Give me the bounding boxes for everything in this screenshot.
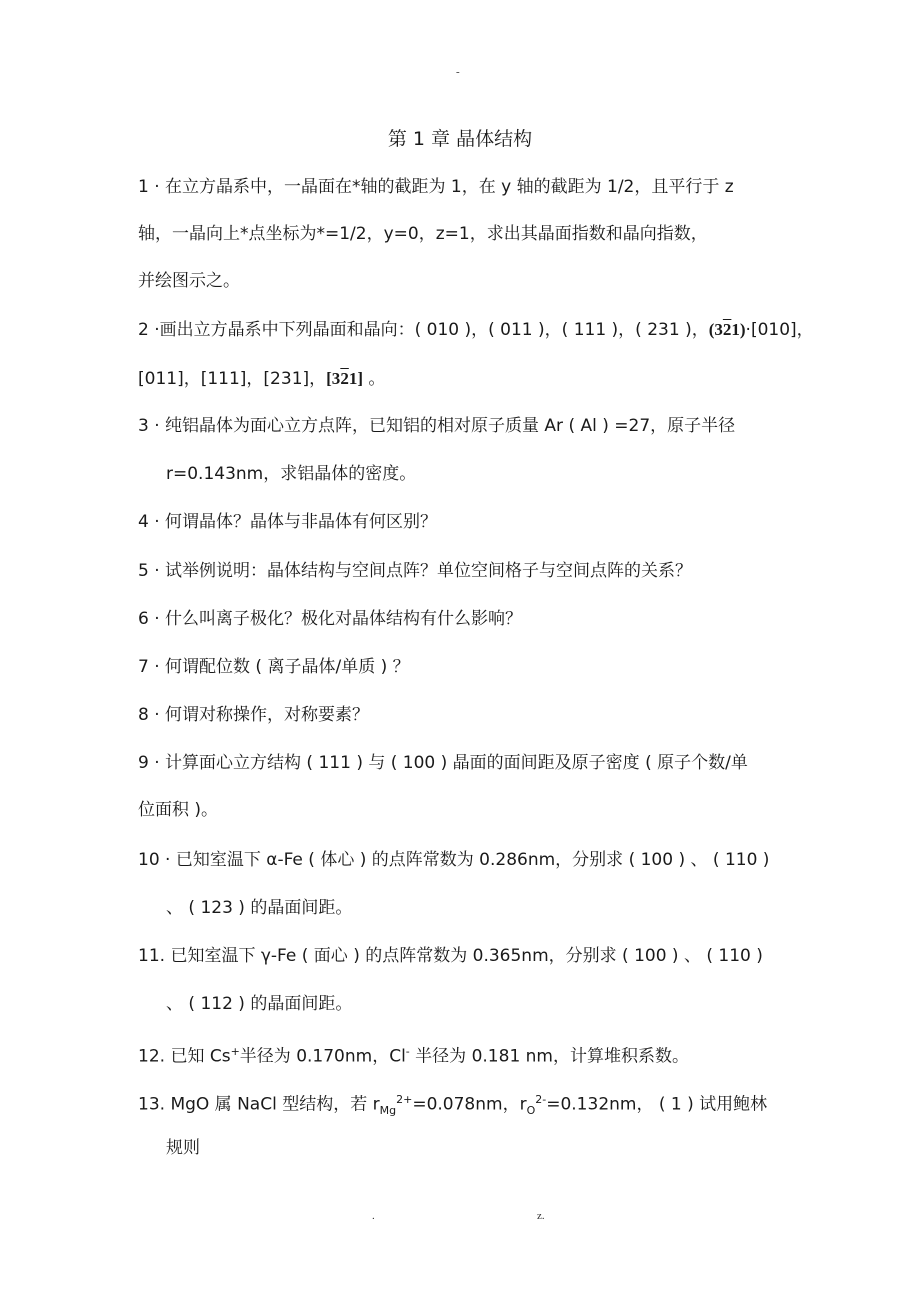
question-13-line-1: 13. MgO 属 NaCl 型结构，若 $r_{Mg}^{2+}=0.078nm$，$r_O^{2-}=0.132nm$， ( 1 ) 试用鲍林 xyxy=(138,1093,768,1118)
question-3-line-2: r=0.143nm，求铝晶体的密度。 xyxy=(166,464,417,484)
question-3-line-1: 3 · 纯铝晶体为面心立方点阵，已知铝的相对原子质量 Ar ( Al ) =27，原子半径 xyxy=(138,416,736,436)
question-10-line-1: 10 · 已知室温下 α-Fe ( 体心 ) 的点阵常数为 0.286nm，分别求 ( 100 ) 、 ( 110 ) xyxy=(138,850,770,870)
question-9-line-2: 位面积 )。 xyxy=(138,800,219,820)
miller-direction-3-bar2-1: [321] xyxy=(326,369,363,388)
question-11-line-1: 11. 已知室温下 γ-Fe ( 面心 ) 的点阵常数为 0.365nm，分别求 ( 100 ) 、 ( 110 ) xyxy=(138,946,763,966)
question-11-line-2: 、 ( 112 ) 的晶面间距。 xyxy=(166,994,353,1014)
question-7: 7 · 何谓配位数 ( 离子晶体/单质 ) ？ xyxy=(138,657,410,677)
question-1-line-1: 1 · 在立方晶系中，一晶面在*轴的截距为 1，在 y 轴的截距为 1/2，且平行于 z xyxy=(138,177,734,197)
question-2-directions: [011]，[111]，[231]， xyxy=(138,369,327,389)
question-2-line-2: [011]，[111]，[231]，[321] 。 xyxy=(138,369,386,389)
question-4: 4 · 何谓晶体？晶体与非晶体有何区别？ xyxy=(138,512,438,532)
question-8: 8 · 何谓对称操作，对称要素？ xyxy=(138,705,370,725)
question-6: 6 · 什么叫离子极化？极化对晶体结构有什么影响？ xyxy=(138,609,523,629)
chapter-title: 第 1 章 晶体结构 xyxy=(387,128,533,150)
question-5: 5 · 试举例说明：晶体结构与空间点阵？单位空间格子与空间点阵的关系？ xyxy=(138,561,693,581)
question-2-planes: 2 ·画出立方晶系中下列晶面和晶向：( 010 )，( 011 )，( 111 )，( 231 )， xyxy=(138,320,709,340)
footer-right: z. xyxy=(537,1210,545,1222)
header-mark: - xyxy=(456,66,460,78)
footer-left: . xyxy=(372,1210,375,1222)
question-1-line-2: 轴，一晶向上*点坐标为*=1/2，y=0，z=1，求出其晶面指数和晶向指数， xyxy=(138,224,708,244)
question-9-line-1: 9 · 计算面心立方结构 ( 111 ) 与 ( 100 ) 晶面的面间距及原子密度 ( 原子个数/单 xyxy=(138,753,748,773)
question-10-line-2: 、 ( 123 ) 的晶面间距。 xyxy=(166,898,353,918)
question-2-line-1: 2 ·画出立方晶系中下列晶面和晶向：( 010 )，( 011 )，( 111 )，( 231 )，(321)·[010]， xyxy=(138,320,814,340)
question-13-line-2: 规则 xyxy=(166,1138,200,1158)
question-12: 12. 已知 Cs+半径为 0.170nm，Cl- 半径为 0.181 nm，计算堆积系数。 xyxy=(138,1045,689,1067)
miller-plane-3-bar2-1: (321) xyxy=(708,320,746,339)
question-1-line-3: 并绘图示之。 xyxy=(138,271,240,291)
